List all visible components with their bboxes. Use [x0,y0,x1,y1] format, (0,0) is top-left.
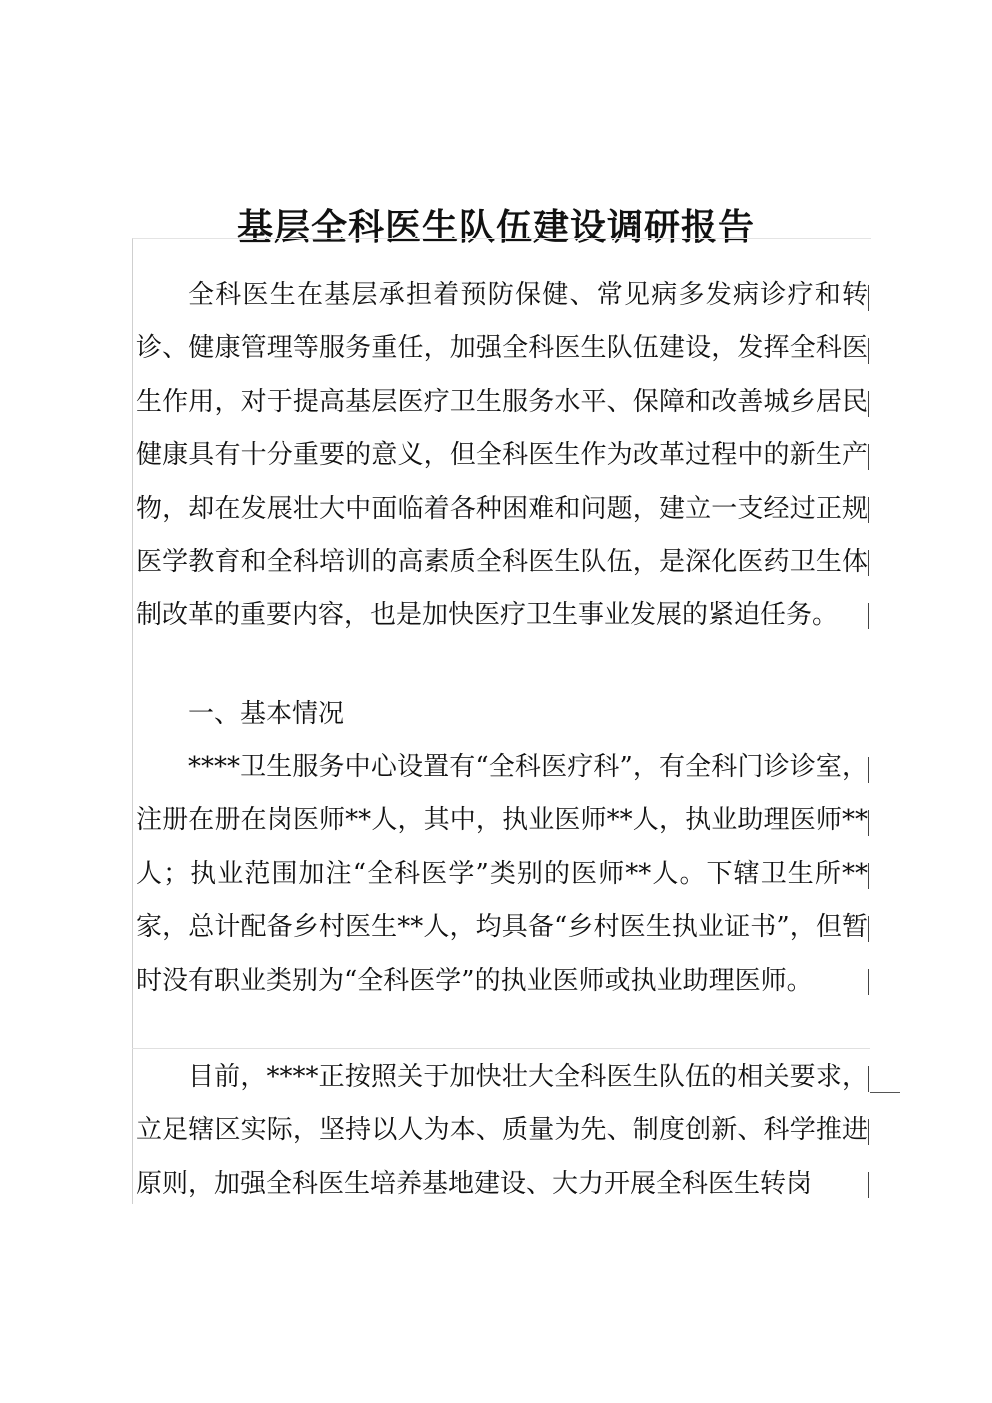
revision-mark [868,550,869,576]
revision-mark [868,757,869,783]
revision-mark [868,497,869,523]
revision-mark [868,285,869,311]
section-heading-text: 一、基本情况 [188,699,345,729]
paragraph-intro [136,269,868,643]
revision-mark [868,338,869,364]
revision-mark [868,444,869,470]
paragraph-text: 目前，****正按照关于加快壮大全科医生队伍的相关要求，立足辖区实际，坚持以人为本、质量为先、制度创新、科学推进原则，加强全科医生培养基地建设、大力开展全科医生转岗 [136,1062,868,1199]
paragraph-text: 全科医生在基层承担着预防保健、常见病多发病诊疗和转诊、健康管理等服务重任，加强全科医生队伍建设，发挥全科医生作用，对于提高基层医疗卫生服务水平、保障和改善城乡居民健康具有十分重要的意义，但全科医生作为改革过程中的新生产物，却在发展壮大中面临着各种困难和问题，建立一支经过正规医学教育和全科培训的高素质全科医生队伍，是深化医药卫生体制改革的重要内容，也是加快医疗卫生事业发展的紧迫任务。 [136,280,868,631]
section-heading-basic [136,688,868,741]
revision-mark [868,916,869,942]
revision-mark [868,1172,869,1198]
paragraph-text: ****卫生服务中心设置有“全科医疗科”，有全科门诊诊室，注册在册在岗医师**人，其中，执业医师**人，执业助理医师**人；执业范围加注“全科医学”类别的医师**人。下辖卫生所**家，总计配备乡村医生**人，均具备“乡村医生执业证书”，但暂时没有职业类别为“全科医学”的执业医师或执业助理医师。 [136,752,868,996]
revision-mark [868,1066,869,1092]
comment-connector [870,1092,900,1093]
revision-mark [868,391,869,417]
revision-mark [868,1119,869,1145]
section-divider [132,1048,870,1049]
revision-mark [868,603,869,629]
revision-mark [868,969,869,995]
revision-mark [868,810,869,836]
paragraph-basic-situation [136,741,868,1008]
paragraph-current-status [136,1051,868,1211]
document-title: 基层全科医生队伍建设调研报告 [236,207,755,249]
revision-mark [868,863,869,889]
